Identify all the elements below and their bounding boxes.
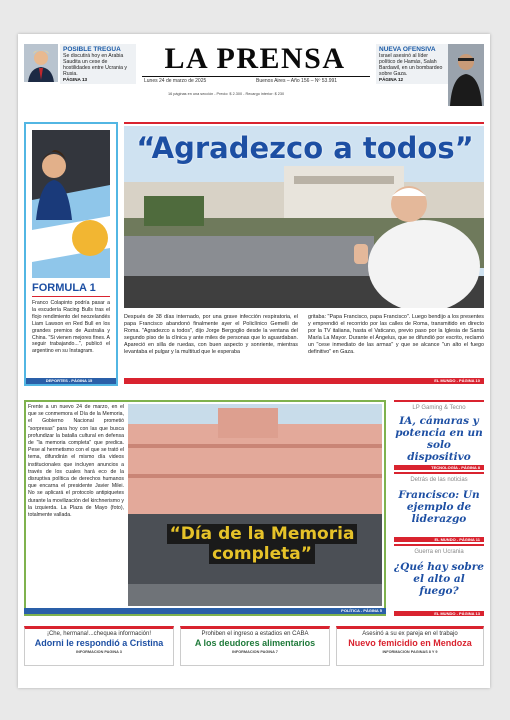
bardawil-photo [448, 44, 484, 106]
lead-headline: “Agradezco a todos” [136, 131, 474, 165]
sidebar-tag: LP Gaming & Tecno [412, 405, 466, 411]
bottom-headline: Nuevo femicidio en Mendoza [348, 638, 472, 648]
memoria-headline-line2: completa” [209, 544, 315, 564]
formula-heading: FORMULA 1 [32, 282, 96, 294]
memoria-story[interactable] [24, 400, 386, 616]
bottom-story-femicidio[interactable] [336, 626, 484, 666]
lead-story[interactable] [124, 122, 484, 386]
sidebar-item-tecno[interactable] [394, 400, 484, 472]
sidebar-footer: TECNOLOGÍA - PÁGINA 8 [394, 465, 484, 470]
memoria-headline [154, 524, 370, 564]
teaser-left[interactable] [60, 44, 136, 84]
lead-footer: EL MUNDO - PÁGINA 10 [124, 378, 484, 384]
sidebar-headline: ¿Qué hay sobre el alto al fuego? [394, 561, 484, 597]
bottom-story-deudores[interactable] [180, 626, 330, 666]
bottom-page: INFORMACION PAGINA 7 [232, 650, 278, 654]
teaser-right-page: PÁGINA 12 [379, 77, 404, 82]
casa-rosada-photo [128, 404, 382, 606]
sidebar-tag: Detrás de las noticias [410, 477, 468, 483]
sidebar-item-ucrania[interactable] [394, 544, 484, 616]
bottom-story-adorni[interactable] [24, 626, 174, 666]
sidebar-headline: IA, cámaras y potencia en un solo dispositivo [395, 415, 483, 463]
bottom-headline: Adorni le respondió a Cristina [34, 638, 164, 648]
masthead-edition: Buenos Aires – Año 156 – Nº 53.991 [256, 78, 338, 84]
teaser-left-page: PÁGINA 13 [63, 77, 88, 82]
masthead-rule [142, 76, 370, 77]
formula-box[interactable] [24, 122, 118, 386]
memoria-text: Frente a un nuevo 24 de marzo, en el que se conmemora el Día de la Memoria, el Gobierno Nacional prometió "sorpresas" para hoy con las que busca profundizar la batalla cultural en defensa de "la memoria completa" que predica. Pese al hermetismo con el que se trató el tema, difundirán el mismo día videos institucionales que incluyen anuncios a través de los cuales hará eco de la disruptiva política de derechos humanos que encarna el presidente Javier Milei. No se aplicará el protocolo antipiquetes durante la movilización del kirchnerismo y la izquierda. La Plaza de Mayo (foto), totalmente vallada. [28, 404, 125, 519]
masthead-price: 16 páginas en una sección - Precio: $ 2.300 - Recargo interior: $ 230 [168, 92, 285, 96]
sidebar [394, 400, 484, 616]
teaser-left-tag: POSIBLE TREGUA [63, 46, 121, 53]
bottom-kicker: Asesinó a su ex pareja en el trabajo [362, 631, 458, 637]
memoria-headline-line1: “Día de la Memoria [167, 524, 358, 544]
teaser-right-text: Israel asesinó al líder político de Hamás, Salah Bardawil, en un bombardeo sobre Gaza. [379, 53, 443, 77]
sidebar-footer: EL MUNDO - PÁGINA 13 [394, 611, 484, 616]
colapinto-photo [32, 130, 110, 278]
sidebar-footer: EL MUNDO - PÁGINA 11 [394, 537, 484, 542]
bottom-kicker: Prohiben el ingreso a estadios en CABA [201, 631, 309, 637]
teaser-right-tag: NUEVA OFENSIVA [379, 46, 436, 53]
formula-text: Franco Colapinto podría pasar a la escudería Racing Bulls tras el flojo rendimiento del neozelandés Liam Lawson en Red Bull en los grandes premios de Australia y China. "Si vienen mejores fines. A seguir trabajando...", publicó el argentino en su Instagram. [32, 300, 110, 355]
bottom-kicker: ¡Che, hermana!...chequea información! [46, 631, 152, 637]
memoria-footer: POLÍTICA - PÁGINA 5 [24, 608, 386, 614]
bottom-headline: A los deudores alimentarios [194, 638, 316, 648]
teaser-left-text: Se discutirá hoy en Arabia Saudita un cese de hostilidades entre Ucrania y Rusia. [63, 53, 128, 77]
teaser-right[interactable] [376, 44, 448, 84]
sidebar-tag: Guerra en Ucrania [414, 549, 464, 555]
masthead-date: Lunes 24 de marzo de 2025 [144, 78, 207, 84]
lead-col2: gritaba: "Papa Francisco, papa Francisco". Luego bendijo a los presentes y emprendió el recorrido por las calles de Roma, transmitido en directo por la TV italiana, hasta el Vaticano, previo paso por la Iglesia de Santa María La Mayor. Durante el Ángelus, que se difundió por escrito, reclamó un "cese inmediato de las armas" y que se alcance "un alto el fuego definitivo" en Gaza. [308, 314, 484, 356]
formula-footer: DEPORTES - PÁGINA 15 [26, 378, 116, 384]
formula-rule [32, 296, 110, 297]
masthead-title: LA PRENSA [164, 42, 346, 75]
trump-photo [24, 44, 58, 82]
newspaper-front-page [18, 34, 490, 688]
sidebar-item-liderazgo[interactable] [394, 472, 484, 544]
bottom-page: INFORMACION PAGINA 3 [76, 650, 122, 654]
sidebar-headline: Francisco: Un ejemplo de liderazgo [398, 489, 480, 525]
lead-top-rule [124, 122, 484, 124]
bottom-page: INFORMACION PAGINAS 8 Y 9 [382, 650, 438, 654]
lead-col1: Después de 38 días internado, por una grave infección respiratoria, el papa Francisco abandonó finalmente ayer el Policlínico Gemelli de Roma. "Agradezco a todos", dijo Jorge Bergoglio desde la ventana del segundo piso de la clínica y ante miles de personas que lo aguardaban. Apareció en silla de ruedas, con buen aspecto y sonriente, mientras levantaba el pulgar y la multitud que le esperaba [124, 314, 298, 356]
